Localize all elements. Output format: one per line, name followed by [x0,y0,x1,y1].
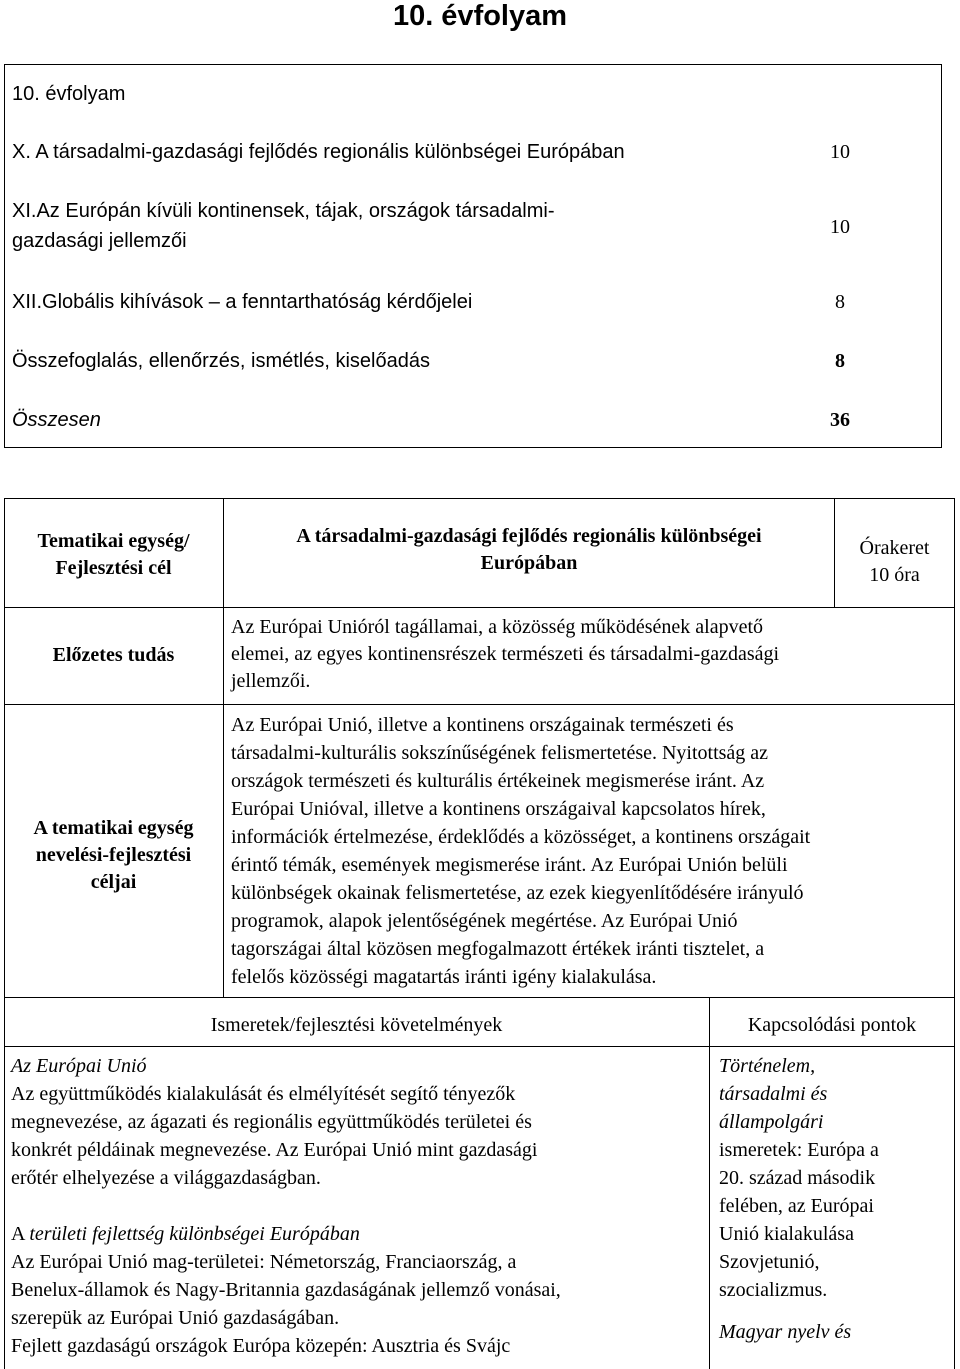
goals-line: országok természeti és kulturális értékeinek megismerése iránt. Az [231,770,765,792]
req-line: Az együttműködés kialakulását és elmélyítését segítő tényezők [11,1083,516,1105]
unit-title-line: A társadalmi-gazdasági fejlődés regionális különbségei [296,525,762,547]
requirements-content [11,1052,561,1360]
unit-table-border [4,498,5,1369]
conn-line: Szovjetunió, [719,1251,820,1273]
connections-content [719,1052,879,1346]
conn-line: állampolgári [719,1111,824,1133]
conn-line: Történelem, [719,1055,816,1077]
unit-table-border [4,704,954,705]
goals-line: programok, alapok jelentőségének megértése. Az Európai Unió [231,910,738,932]
overview-total-label: Összesen [12,409,101,431]
prior-line: jellemzői. [231,670,311,692]
overview-row-label: Összefoglalás, ellenőrzés, ismétlés, kiselőadás [12,350,430,372]
page-title: 10. évfolyam [392,0,568,32]
conn-line: szocializmus. [719,1279,828,1301]
req-section-prefix: A [11,1223,30,1245]
conn-line: felében, az Európai [719,1195,874,1217]
conn-line: ismeretek: Európa a [719,1139,879,1161]
req-section-title: Az Európai Unió [11,1055,147,1077]
unit-title [224,523,834,577]
goals-label [4,815,223,896]
overview-row-hours: 8 [835,291,845,313]
goals-line: érintő témák, események megismerése iránt. Az Európai Unión belüli [231,854,788,876]
overview-row-hours: 10 [830,216,850,238]
req-line: Benelux-államok és Nagy-Britannia gazdaságának jellemző vonásai, [11,1279,561,1301]
goals-line: tagországai által közösen megfogalmazott értékek iránti tisztelet, a [231,938,765,960]
req-table-border [4,1046,954,1047]
unit-table-border [954,498,955,1369]
goals-line: felelős közösségi magatartás iránti igény kialakulása. [231,966,657,988]
goals-label-line: nevelési-fejlesztési [35,844,192,866]
overview-row-hours: 10 [830,141,850,163]
unit-left-header-line: Fejlesztési cél [55,557,172,579]
goals-line: különbségek okainak felismertetése, az ezek kiegyenlítődésére irányuló [231,882,804,904]
conn-line: Unió kialakulása [719,1223,854,1245]
goals-line: társadalmi-kulturális sokszínűségének felismertetése. Nyitottság az [231,742,769,764]
unit-table-top-border [4,498,954,499]
connections-header: Kapcsolódási pontok [747,1014,917,1036]
goals-line: Európai Unióval, illetve a kontinens országaival kapcsolatos hírek, [231,798,766,820]
req-line: megnevezése, az ágazati és regionális együttműködés területei és [11,1111,532,1133]
unit-hours-label: Órakeret [859,537,930,559]
prior-line: elemei, az egyes kontinensrészek természeti és társadalmi-gazdasági [231,643,780,665]
overview-table [4,64,942,448]
unit-left-header-line: Tematikai egység/ [37,530,190,552]
overview-row-label: XII.Globális kihívások – a fenntarthatóság kérdőjelei [12,291,473,313]
req-line: erőtér elhelyezése a világgazdaságban. [11,1167,321,1189]
req-line: Az Európai Unió mag-területei: Németország, Franciaország, a [11,1251,517,1273]
conn-line: társadalmi és [719,1083,828,1105]
prior-line: Az Európai Unióról tagállamai, a közösség működésének alapvető [231,616,764,638]
prior-knowledge-label: Előzetes tudás [52,644,175,666]
goals-line: információk értelmezése, érdeklődés a közösséget, a kontinens országait [231,826,811,848]
requirements-header: Ismeretek/fejlesztési követelmények [210,1014,503,1036]
req-line: Fejlett gazdaságú országok Európa közepén: Ausztria és Svájc [11,1335,511,1357]
unit-left-header [4,528,223,582]
unit-table-border [4,997,954,998]
conn-line: Magyar nyelv és [719,1321,852,1343]
req-line: konkrét példáinak megnevezése. Az Európai Unió mint gazdasági [11,1139,538,1161]
req-line: szerepük az Európai Unió gazdaságában. [11,1307,340,1329]
req-section-title-2 [11,1220,561,1248]
overview-row-label-cont: gazdasági jellemzői [12,230,187,252]
goals-label-line: céljai [90,871,137,893]
unit-hours [835,535,954,589]
goals-text [231,711,810,991]
goals-line: Az Európai Unió, illetve a kontinens országainak természeti és [231,714,734,736]
req-section-title: területi fejlettség különbségei Európában [29,1223,360,1245]
unit-hours-value: 10 óra [869,564,920,586]
req-table-border [709,997,710,1369]
grade-label: 10. évfolyam [12,83,126,105]
conn-line: 20. század második [719,1167,876,1189]
overview-row-hours: 8 [835,350,845,372]
goals-label-line: A tematikai egység [33,817,194,839]
unit-title-line: Európában [480,552,578,574]
overview-row-label: X. A társadalmi-gazdasági fejlődés regionális különbségei Európában [12,141,625,163]
overview-row-label: XI.Az Európán kívüli kontinensek, tájak, országok társadalmi- [12,200,555,222]
prior-knowledge-text [231,614,779,695]
overview-total-hours: 36 [830,409,850,431]
unit-table-border [4,607,954,608]
